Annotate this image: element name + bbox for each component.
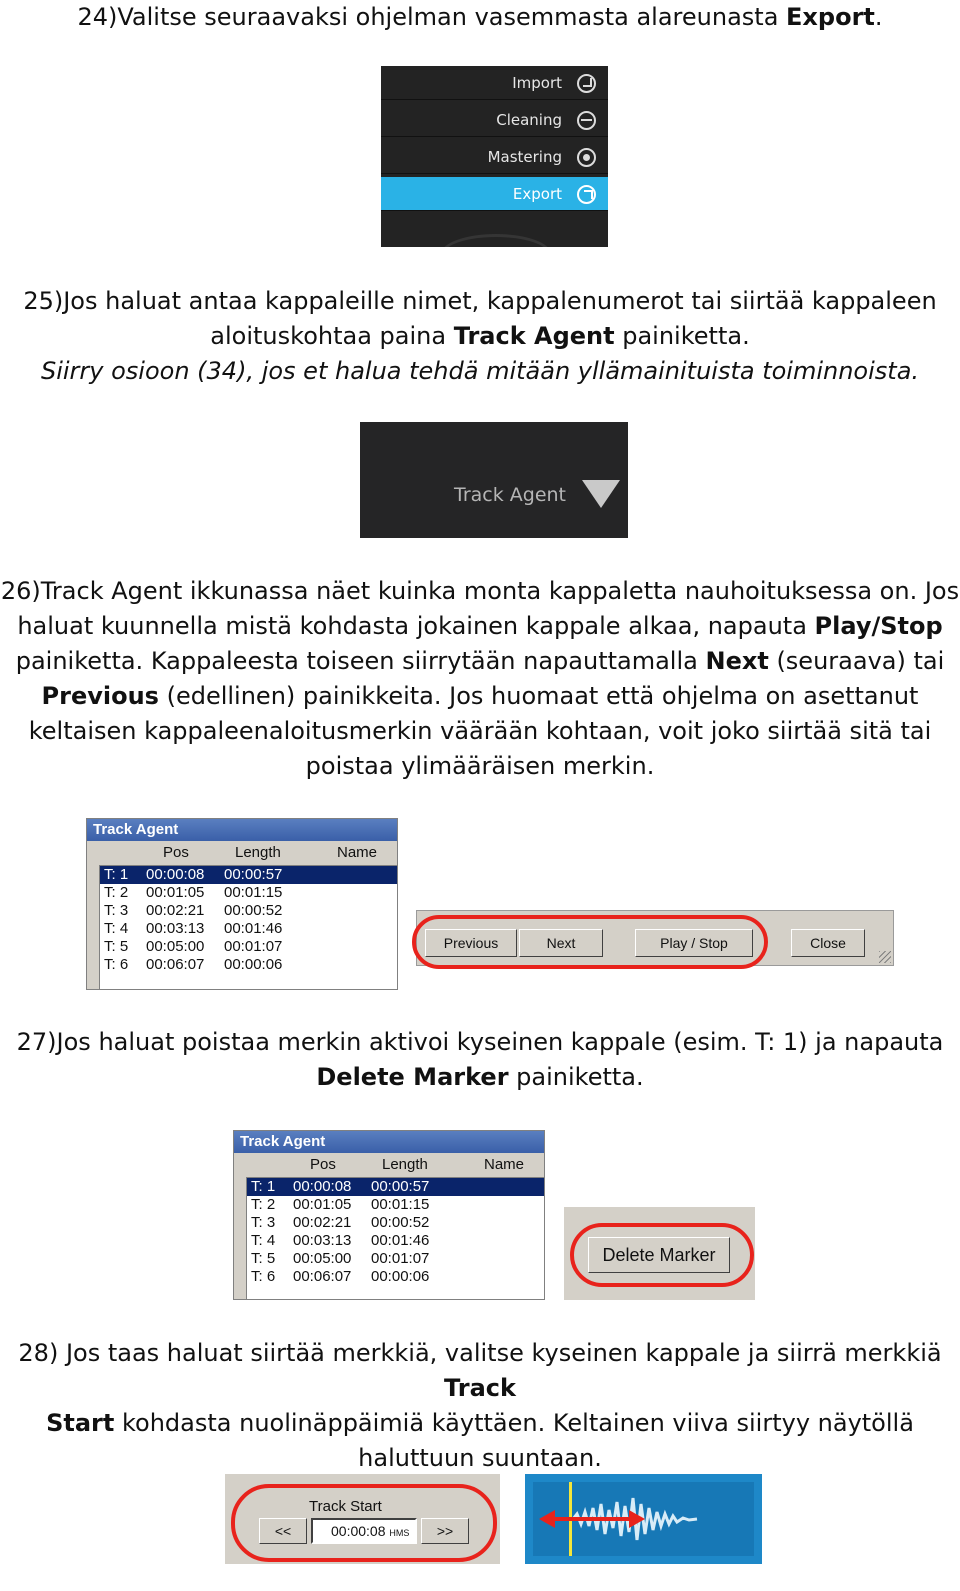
column-headers [87,841,397,863]
step-27-text: 27)Jos haluat poistaa merkin aktivoi kyseinen kappale (esim. T: 1) ja napauta Delete Marker painiketta. [16,1028,944,1091]
table-row[interactable]: T: 3 00:02:21 00:00:52 [104,902,283,919]
table-row[interactable]: T: 1 00:00:08 00:00:57 [100,866,397,884]
export-arrow-icon [577,185,596,204]
resize-grip-icon[interactable] [879,951,891,963]
menu-item-import[interactable]: Import [381,66,608,100]
export-menu-screenshot [381,66,608,247]
track-agent-list-panel [233,1130,545,1300]
dial-outline [441,234,551,247]
column-length[interactable]: Length [382,1156,428,1173]
step-24-text: 24)Valitse seuraavaksi ohjelman vasemmasta alareunasta Export. [77,3,883,31]
menu-item-export[interactable]: Export [381,177,608,211]
track-agent-button[interactable]: Track Agent [360,422,628,538]
step-26-text: 26)Track Agent ikkunassa näet kuinka monta kappaletta nauhoituksessa on. Jos haluat kuunnella mistä kohdasta jokainen kappale alkaa, napauta Play/Stop painiketta. Kappaleesta toiseen siirrytään napauttamalla Next (seuraava) tai Previous (edellinen) painikkeita. Jos huomaat että ohjelma on asettanut keltaisen kappaleenaloitusmerkin väärään kohtaan, voit joko siirtää sitä tai poistaa ylimääräisen merkin. [0,577,960,780]
waveform-view[interactable] [525,1474,762,1564]
track-list [246,1177,544,1299]
table-row[interactable]: T: 4 00:03:13 00:01:46 [104,920,283,937]
column-pos[interactable]: Pos [163,844,189,861]
column-pos[interactable]: Pos [310,1156,336,1173]
back-button[interactable]: << [259,1518,307,1544]
previous-button[interactable]: Previous [425,929,517,957]
track-agent-list-panel [86,818,398,990]
track-start-label: Track Start [309,1498,382,1515]
table-row[interactable]: T: 2 00:01:05 00:01:15 [104,884,283,901]
track-start-panel [225,1474,500,1564]
table-row[interactable]: T: 6 00:06:07 00:00:06 [104,956,283,973]
waveform-graphic [525,1474,762,1564]
step-25-text: 25)Jos haluat antaa kappaleille nimet, kappalenumerot tai siirtää kappaleen aloituskohtaa paina Track Agent painiketta. Siirry osioon (34), jos et halua tehdä mitään yllämainituista toiminnoista. [23,287,937,385]
transport-button-bar [416,910,894,966]
column-headers [234,1153,544,1175]
panel-title: Track Agent [234,1131,544,1153]
delete-marker-button[interactable]: Delete Marker [588,1237,730,1273]
delete-marker-panel [564,1207,755,1300]
dropdown-triangle-icon [582,480,620,508]
table-row[interactable]: T: 2 00:01:05 00:01:15 [251,1196,430,1213]
step-28-text: 28) Jos taas haluat siirtää merkkiä, valitse kyseinen kappale ja siirrä merkkiä Track Start kohdasta nuolinäppäimiä käyttäen. Keltainen viiva siirtyy näytöllä haluttuun suuntaan. [18,1339,942,1472]
forward-button[interactable]: >> [421,1518,469,1544]
table-row[interactable]: T: 5 00:05:00 00:01:07 [104,938,283,955]
table-row[interactable]: T: 3 00:02:21 00:00:52 [251,1214,430,1231]
close-button[interactable]: Close [791,929,865,957]
column-name[interactable]: Name [484,1156,525,1173]
track-start-field[interactable]: 00:00:08 HMS [311,1518,417,1544]
import-arrow-icon [577,74,596,93]
column-length[interactable]: Length [235,844,281,861]
table-row[interactable]: T: 4 00:03:13 00:01:46 [251,1232,430,1249]
panel-title: Track Agent [87,819,397,841]
menu-item-cleaning[interactable]: Cleaning [381,103,608,137]
menu-item-mastering[interactable]: Mastering [381,140,608,174]
play-stop-button[interactable]: Play / Stop [635,929,753,957]
table-row[interactable]: T: 5 00:05:00 00:01:07 [251,1250,430,1267]
column-name[interactable]: Name [337,844,378,861]
table-row[interactable]: T: 1 00:00:08 00:00:57 [247,1178,544,1196]
cleaning-circle-icon [577,111,596,130]
next-button[interactable]: Next [519,929,603,957]
table-row[interactable]: T: 6 00:06:07 00:00:06 [251,1268,430,1285]
mastering-target-icon [577,148,596,167]
track-list [99,865,397,989]
